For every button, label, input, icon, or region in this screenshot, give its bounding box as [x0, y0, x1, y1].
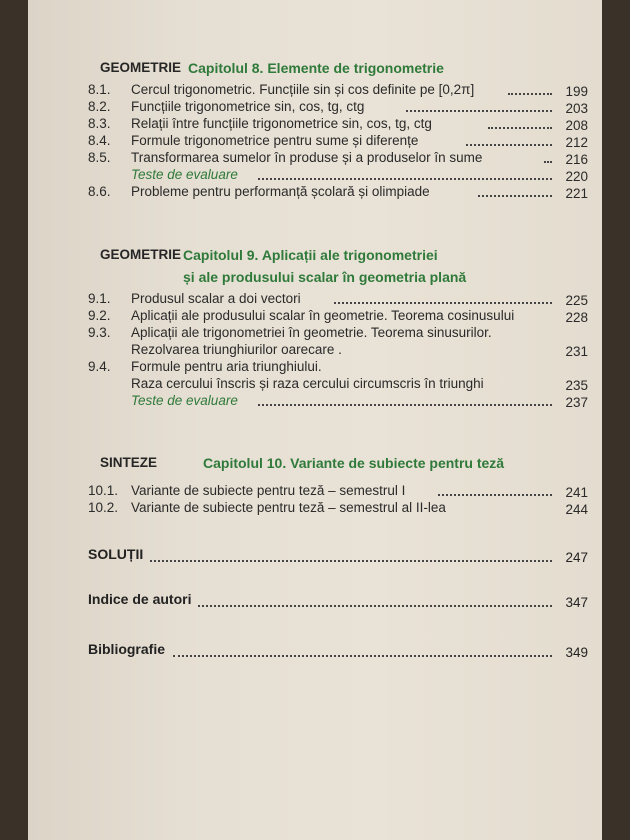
chapter-domain: GEOMETRIE [100, 60, 182, 75]
dot-leader [406, 110, 552, 112]
entry-page: 203 [565, 101, 588, 116]
entry-number: 8.5. [88, 150, 111, 165]
entry-text: Funcțiile trigonometrice sin, cos, tg, ctg [131, 99, 365, 114]
entry-number: 8.1. [88, 82, 111, 97]
entry-number: 10.2. [88, 500, 119, 515]
dot-leader [466, 144, 552, 146]
toc-entry[interactable] [88, 167, 588, 184]
entry-page: 212 [565, 135, 588, 150]
dot-leader [488, 127, 552, 129]
dot-leader [478, 195, 552, 197]
entry-number: 8.6. [88, 184, 111, 199]
entry-page: 199 [565, 84, 588, 99]
entry-text: Raza cercului înscris și raza cercului circumscris în triunghi [131, 376, 484, 391]
dot-leader [508, 93, 552, 95]
chapter-heading [88, 60, 588, 82]
chapter-10-section [88, 455, 588, 517]
chapter-9-section [88, 247, 588, 410]
section-page: 247 [565, 550, 588, 565]
entry-number: 9.3. [88, 325, 111, 340]
dot-leader [544, 161, 552, 163]
end-section-indice [88, 591, 588, 613]
section-page: 349 [565, 645, 588, 660]
book-page [28, 0, 602, 840]
dot-leader [258, 404, 552, 406]
chapter-title: Capitolul 8. Elemente de trigonometrie [188, 60, 444, 76]
toc-entry[interactable] [88, 500, 588, 517]
toc-entry[interactable] [88, 342, 588, 359]
entry-page: 220 [565, 169, 588, 184]
chapter-domain: GEOMETRIE [100, 247, 182, 262]
toc-entry[interactable] [88, 150, 588, 167]
entry-text: Formule pentru aria triunghiului. [131, 359, 322, 374]
entry-number: 9.2. [88, 308, 111, 323]
section-title: SOLUȚII [88, 546, 144, 562]
chapter-domain: SINTEZE [100, 455, 158, 470]
end-section-bibliografie [88, 641, 588, 663]
toc-entry[interactable] [88, 99, 588, 116]
toc-entry[interactable] [88, 483, 588, 500]
entry-number: 10.1. [88, 483, 119, 498]
entry-page: 231 [565, 344, 588, 359]
entry-number: 8.2. [88, 99, 111, 114]
chapter-heading-line2 [88, 269, 588, 291]
toc-entry[interactable] [88, 82, 588, 99]
dot-leader [438, 494, 552, 496]
entry-number: 9.4. [88, 359, 111, 374]
entry-text: Cercul trigonometric. Funcțiile sin și cos definite pe [0,2π] [131, 82, 475, 97]
entry-number: 8.3. [88, 116, 111, 131]
toc-entry[interactable] [88, 641, 588, 663]
entry-page: 216 [565, 152, 588, 167]
entry-text: Variante de subiecte pentru teză – semestrul al II-lea [131, 500, 446, 515]
entry-text: Teste de evaluare [131, 167, 238, 182]
end-section-solutii [88, 546, 588, 568]
entry-text: Probleme pentru performanță școlară și olimpiade [131, 184, 430, 199]
entry-text: Transformarea sumelor în produse și a produselor în sume [131, 150, 483, 165]
entry-text: Produsul scalar a doi vectori [131, 291, 301, 306]
entry-number: 8.4. [88, 133, 111, 148]
toc-entry[interactable] [88, 184, 588, 201]
dot-leader [258, 178, 552, 180]
entry-page: 241 [565, 485, 588, 500]
toc-entry[interactable] [88, 376, 588, 393]
entry-text: Relații între funcțiile trigonometrice sin, cos, tg, ctg [131, 116, 432, 131]
dot-leader [173, 655, 552, 657]
toc-entry[interactable] [88, 591, 588, 613]
toc-entry[interactable] [88, 133, 588, 150]
entry-text: Aplicații ale produsului scalar în geometrie. Teorema cosinusului [131, 308, 515, 323]
entry-text: Aplicații ale trigonometriei în geometrie. Teorema sinusurilor. [131, 325, 492, 340]
toc-entry[interactable] [88, 291, 588, 308]
dot-leader [393, 353, 552, 355]
entry-text: Formule trigonometrice pentru sume și diferențe [131, 133, 419, 148]
chapter-title-line1: Capitolul 9. Aplicații ale trigonometriei [183, 247, 438, 263]
chapter-heading [88, 247, 588, 269]
chapter-heading [88, 455, 588, 477]
entry-text: Rezolvarea triunghiurilor oarecare . [131, 342, 342, 357]
toc-entry[interactable] [88, 393, 588, 410]
chapter-title: Capitolul 10. Variante de subiecte pentru teză [203, 455, 505, 471]
entry-text: Variante de subiecte pentru teză – semestrul I [131, 483, 406, 498]
entry-text: Teste de evaluare [131, 393, 238, 408]
chapter-8-section [88, 60, 588, 201]
section-page: 347 [565, 595, 588, 610]
entry-page: 235 [565, 378, 588, 393]
section-title: Indice de autori [88, 591, 192, 607]
toc-entry[interactable] [88, 308, 588, 325]
dot-leader [198, 605, 552, 607]
entry-page: 225 [565, 293, 588, 308]
dot-leader [334, 302, 552, 304]
toc-entry[interactable] [88, 359, 588, 376]
toc-entry[interactable] [88, 116, 588, 133]
entry-page: 244 [565, 502, 588, 517]
entry-page: 237 [565, 395, 588, 410]
entry-page: 228 [565, 310, 588, 325]
toc-entry[interactable] [88, 325, 588, 342]
chapter-title-line2: și ale produsului scalar în geometria plană [183, 269, 467, 285]
toc-entry[interactable] [88, 546, 588, 568]
entry-number: 9.1. [88, 291, 111, 306]
entry-page: 208 [565, 118, 588, 133]
section-title: Bibliografie [88, 641, 166, 657]
entry-page: 221 [565, 186, 588, 201]
dot-leader [150, 560, 552, 562]
